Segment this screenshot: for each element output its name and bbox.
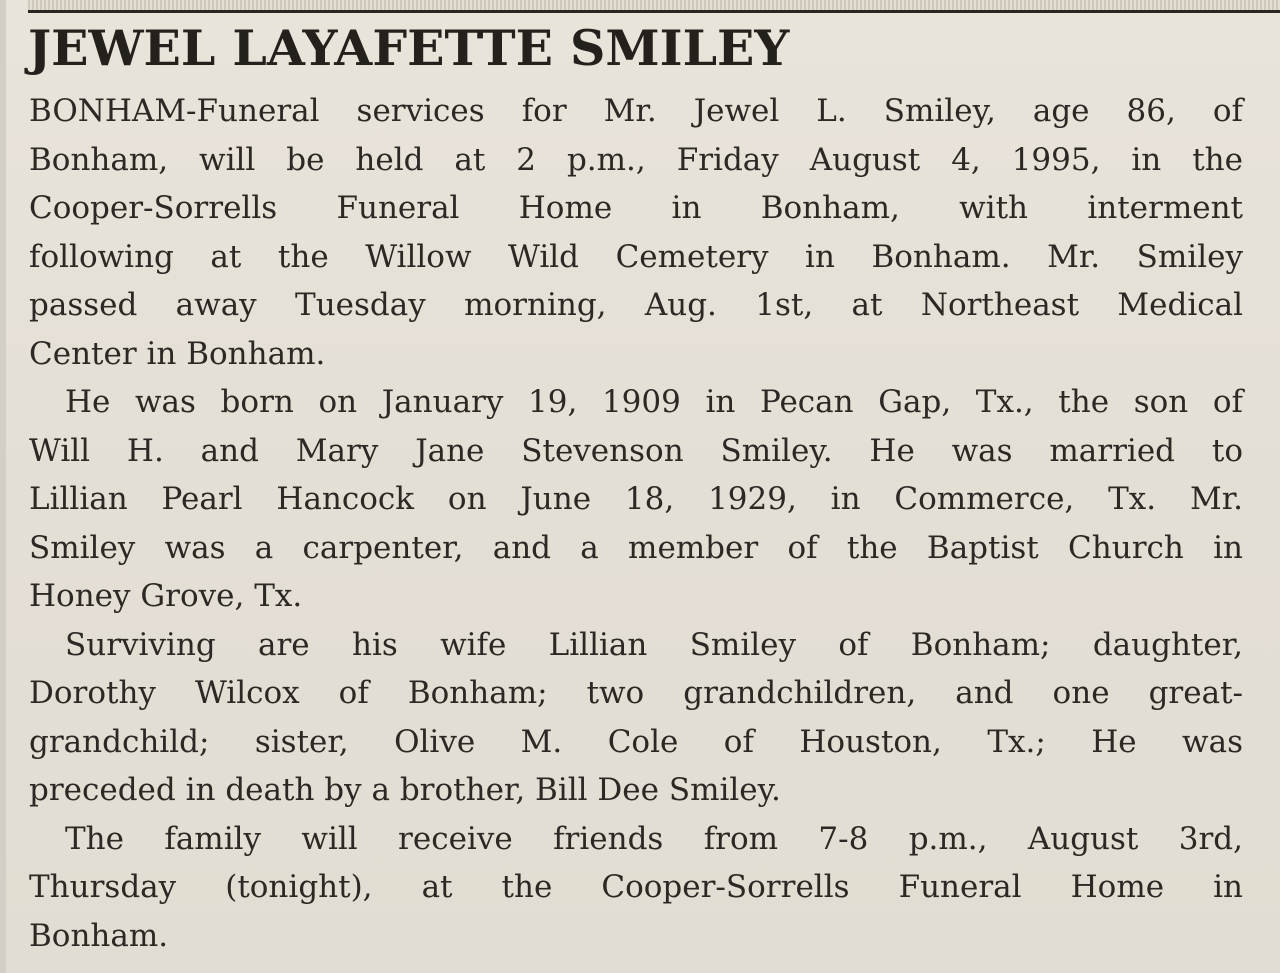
obituary-body xyxy=(29,87,1243,960)
text-line: Will H. and Mary Jane Stevenson Smiley. He was married to xyxy=(29,432,1243,469)
paragraph-visitation xyxy=(29,815,1243,961)
text-line: passed away Tuesday morning, Aug. 1st, at Northeast Medical xyxy=(29,287,1243,323)
text-line: preceded in death by a brother, Bill Dee Smiley. xyxy=(29,772,781,808)
text-line: BONHAM-Funeral services for Mr. Jewel L. Smiley, age 86, of xyxy=(29,93,1243,129)
paragraph-service-details xyxy=(29,87,1243,378)
text-line: Center in Bonham. xyxy=(29,335,326,372)
text-line: grandchild; sister, Olive M. Cole of Houston, Tx.; He was xyxy=(29,723,1243,760)
text-line: Surviving are his wife Lillian Smiley of Bonham; daughter, xyxy=(65,626,1243,663)
text-line: Bonham. xyxy=(29,917,169,954)
paragraph-biography xyxy=(29,378,1243,621)
paragraph-survivors xyxy=(29,621,1243,815)
text-line: The family will receive friends from 7-8 p.m., August 3rd, xyxy=(65,820,1243,857)
text-line: Cooper-Sorrells Funeral Home in Bonham, with interment xyxy=(29,190,1243,226)
text-line: Bonham, will be held at 2 p.m., Friday August 4, 1995, in the xyxy=(29,141,1243,178)
text-line: Smiley was a carpenter, and a member of the Baptist Church in xyxy=(29,529,1243,566)
text-line: Dorothy Wilcox of Bonham; two grandchildren, and one great- xyxy=(29,675,1243,711)
top-border-rule xyxy=(28,0,1280,13)
text-line: Lillian Pearl Hancock on June 18, 1929, in Commerce, Tx. Mr. xyxy=(29,481,1243,517)
text-line: Thursday (tonight), at the Cooper-Sorrells Funeral Home in xyxy=(29,869,1243,905)
clipping-left-edge xyxy=(0,0,6,973)
text-line: He was born on January 19, 1909 in Pecan Gap, Tx., the son of xyxy=(65,384,1243,420)
text-line: following at the Willow Wild Cemetery in Bonham. Mr. Smiley xyxy=(29,238,1243,275)
obituary-headline: JEWEL LAYAFETTE SMILEY xyxy=(28,19,790,77)
text-line: Honey Grove, Tx. xyxy=(29,578,303,614)
